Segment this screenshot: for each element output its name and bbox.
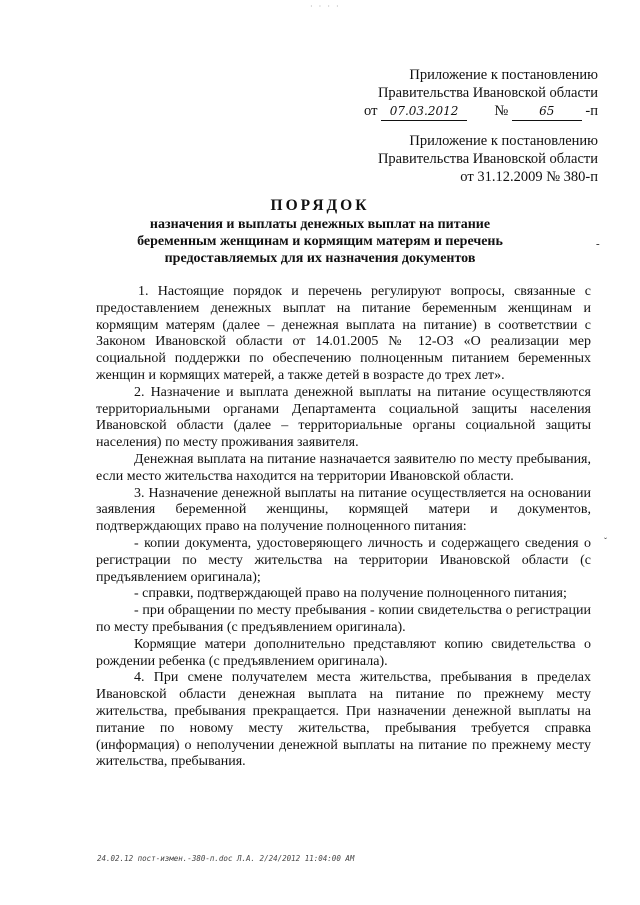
document-body [96,284,591,771]
margin-dash-mark: - [596,238,600,250]
document-subtitle: назначения и выплаты денежных выплат на питание беременным женщинам и кормящим матерям и перечень предоставляемых для их назначения документов [137,217,503,266]
appendix-line-2: Правительства Ивановской области [377,85,598,101]
list-item-registration: - при обращении по месту пребывания - копии свидетельства о регистрации по месту пребывания (с предъявлением оригинала). [96,603,591,635]
margin-tick-mark: ˇ [604,536,607,546]
document-title: ПОРЯДОК [270,197,370,214]
appendix-line-1: Приложение к постановлению [409,67,598,83]
number-label: № [494,103,509,119]
paragraph-nursing: Кормящие матери дополнительно представляют копию свидетельства о рождении ребенка (с предъявлением оригинала). [96,636,591,669]
file-footer: 24.02.12 пост-измен.-380-п.doc Л.А. 2/24/2012 11:04:00 AM [97,854,355,863]
paragraph-2: 2. Назначение и выплата денежной выплаты на питание осуществляются территориальными органами Департамента социальной защиты населения Ивановской области (далее – территориальные органы социальной защиты населения) по месту проживания заявителя. [96,384,591,451]
appendix-orig-line-3: от 31.12.2009 № 380-п [460,169,598,185]
list-item-certificate: - справки, подтверждающей право на получение полноценного питания; [134,586,567,602]
paragraph-2b: Денежная выплата на питание назначается заявителю по месту пребывания, если место жительства находится на территории Ивановской области. [96,451,591,484]
paragraph-4: 4. При смене получателем места жительства, пребывания в пределах Ивановской области денежная выплата на питание по прежнему месту жительства, пребывания прекращается. При назначении денежной выплаты на питание по новому месту жительства, пребывания требуется справка (информация) о неполучении денежной выплаты на питание по прежнему месту жительства, пребывания. [96,670,591,770]
handwritten-date: 07.03.2012 [381,102,467,121]
paragraph-1: 1. Настоящие порядок и перечень регулируют вопросы, связанные с предоставлением денежных выплат на питание беременным женщинам и кормящим матерям (далее – денежная выплата на питание) в соответствии с Законом Ивановской области от 14.01.2005 № 12-ОЗ «О реализации мер социальной поддержки по обеспечению полноценным питанием беременных женщин и кормящих матерей, а также детей в возрасте до трех лет». [96,284,591,383]
appendix-orig-line-2: Правительства Ивановской области [377,151,598,167]
scan-mark: · · · · [310,2,341,11]
date-prefix: от [364,103,378,119]
appendix-date-line [364,102,598,121]
appendix-orig-line-1: Приложение к постановлению [409,133,598,149]
list-item-identity: - копии документа, удостоверяющего личность и содержащего сведения о регистрации по месту жительства на территории Ивановской области (с предъявлением оригинала); [96,535,591,585]
handwritten-number: 65 [512,102,582,121]
number-suffix: -п [585,103,598,119]
appendix-block-original [378,132,598,186]
appendix-block-current [364,66,598,121]
paragraph-3: 3. Назначение денежной выплаты на питание осуществляется на основании заявления беременной женщины, кормящей матери и документов, подтверждающих право на получение полноценного питания: [96,485,591,535]
